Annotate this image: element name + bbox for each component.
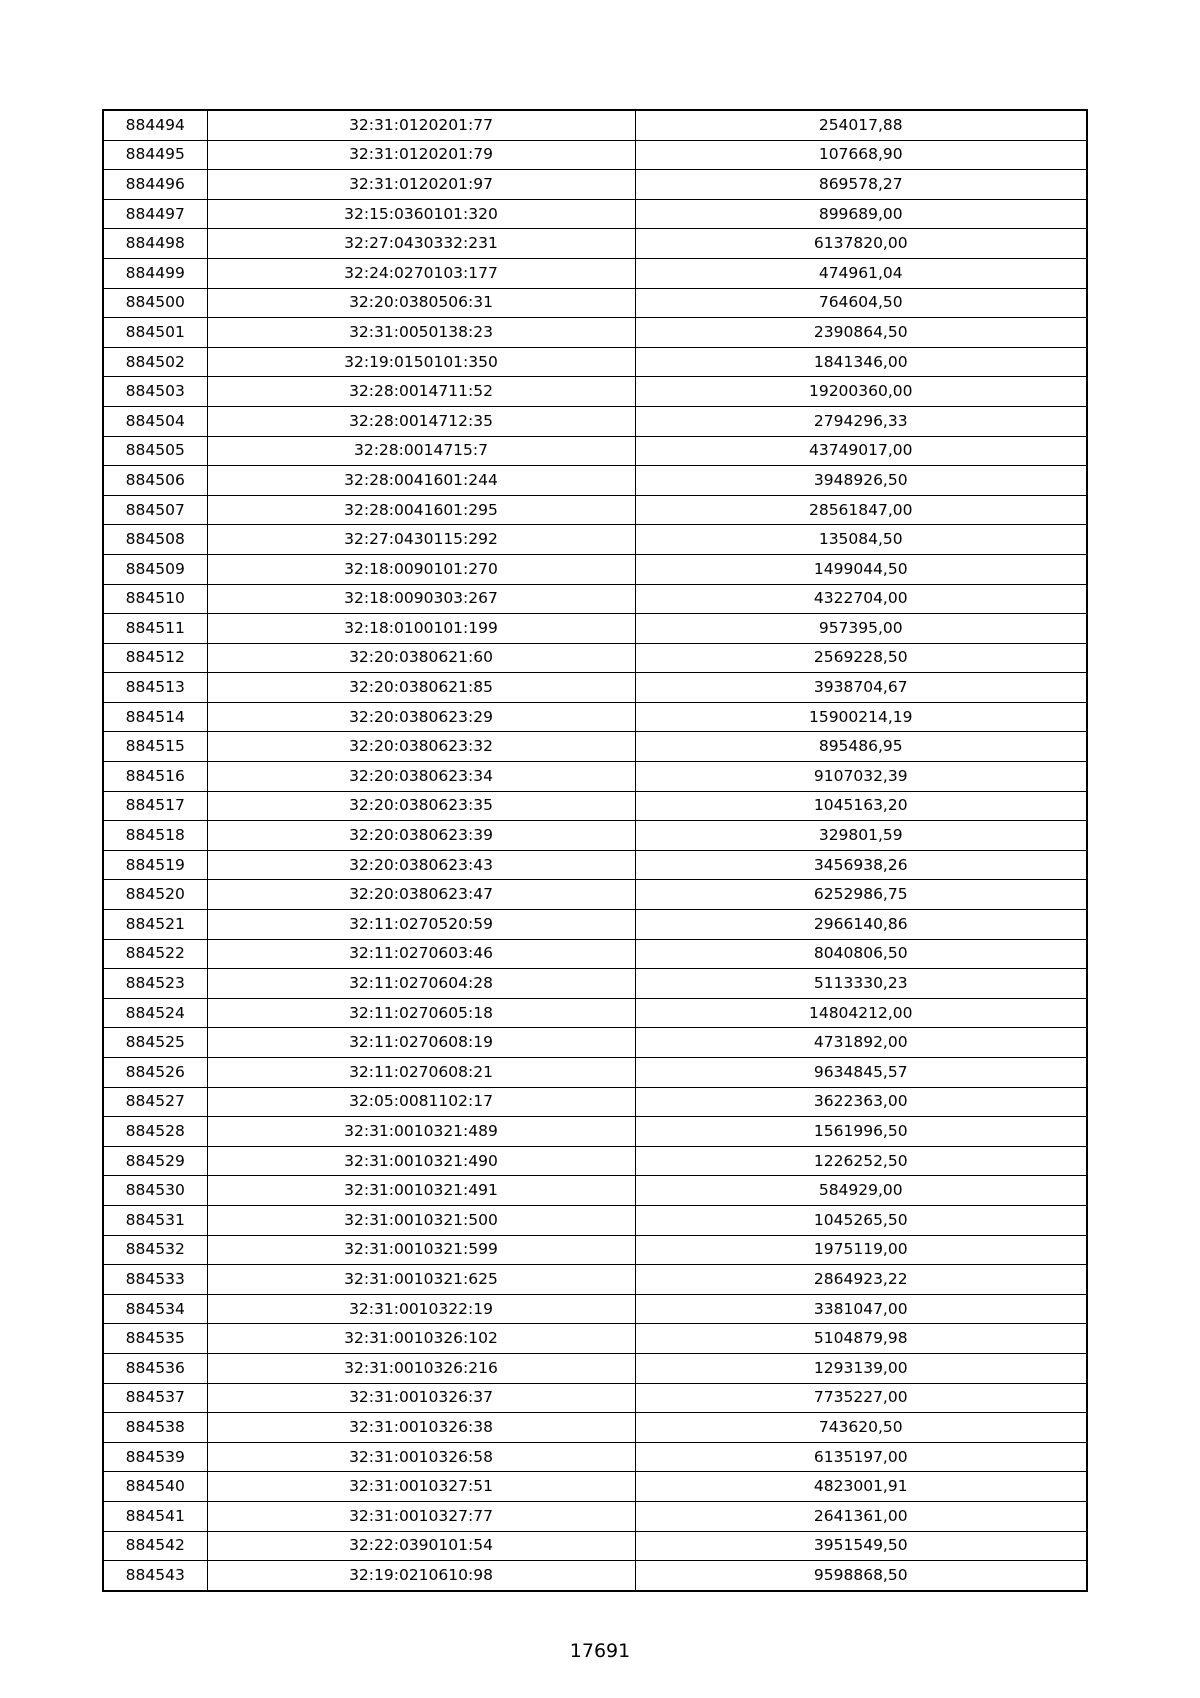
- cadastral-number-cell: 32:19:0150101:350: [207, 347, 635, 377]
- cadastral-number-cell: 32:20:0380621:85: [207, 673, 635, 703]
- cadastral-number-cell: 32:31:0010326:38: [207, 1413, 635, 1443]
- table-row: [103, 880, 1087, 910]
- row-id-cell: 884497: [103, 199, 207, 229]
- cadastral-number-cell: 32:31:0010321:490: [207, 1146, 635, 1176]
- cadastral-number-cell: 32:31:0120201:97: [207, 170, 635, 200]
- value-cell: 743620,50: [635, 1413, 1087, 1443]
- cadastral-number-cell: 32:28:0041601:295: [207, 495, 635, 525]
- value-cell: 15900214,19: [635, 702, 1087, 732]
- row-id-cell: 884510: [103, 584, 207, 614]
- row-id-cell: 884505: [103, 436, 207, 466]
- row-id-cell: 884523: [103, 969, 207, 999]
- table-row: [103, 998, 1087, 1028]
- table-row: [103, 1383, 1087, 1413]
- value-cell: 4322704,00: [635, 584, 1087, 614]
- row-id-cell: 884515: [103, 732, 207, 762]
- row-id-cell: 884511: [103, 614, 207, 644]
- cadastral-number-cell: 32:31:0010322:19: [207, 1294, 635, 1324]
- table-row: [103, 170, 1087, 200]
- table-row: [103, 1028, 1087, 1058]
- cadastral-number-cell: 32:11:0270605:18: [207, 998, 635, 1028]
- value-cell: 1499044,50: [635, 554, 1087, 584]
- row-id-cell: 884531: [103, 1205, 207, 1235]
- row-id-cell: 884534: [103, 1294, 207, 1324]
- cadastral-number-cell: 32:18:0090101:270: [207, 554, 635, 584]
- row-id-cell: 884536: [103, 1353, 207, 1383]
- cadastral-number-cell: 32:11:0270603:46: [207, 939, 635, 969]
- cadastral-number-cell: 32:27:0430332:231: [207, 229, 635, 259]
- cadastral-number-cell: 32:20:0380623:35: [207, 791, 635, 821]
- table-row: [103, 732, 1087, 762]
- value-cell: 869578,27: [635, 170, 1087, 200]
- cadastral-number-cell: 32:11:0270608:19: [207, 1028, 635, 1058]
- value-cell: 3948926,50: [635, 466, 1087, 496]
- value-cell: 19200360,00: [635, 377, 1087, 407]
- value-cell: 957395,00: [635, 614, 1087, 644]
- value-cell: 43749017,00: [635, 436, 1087, 466]
- cadastral-number-cell: 32:18:0090303:267: [207, 584, 635, 614]
- value-cell: 2390864,50: [635, 318, 1087, 348]
- row-id-cell: 884540: [103, 1472, 207, 1502]
- row-id-cell: 884495: [103, 140, 207, 170]
- table-row: [103, 436, 1087, 466]
- value-cell: 9598868,50: [635, 1561, 1087, 1591]
- cadastral-number-cell: 32:31:0010326:58: [207, 1442, 635, 1472]
- table-row: [103, 673, 1087, 703]
- value-cell: 764604,50: [635, 288, 1087, 318]
- value-cell: 584929,00: [635, 1176, 1087, 1206]
- row-id-cell: 884499: [103, 258, 207, 288]
- value-cell: 3456938,26: [635, 850, 1087, 880]
- cadastral-number-cell: 32:20:0380623:29: [207, 702, 635, 732]
- cadastral-number-cell: 32:18:0100101:199: [207, 614, 635, 644]
- cadastral-number-cell: 32:20:0380623:43: [207, 850, 635, 880]
- value-cell: 899689,00: [635, 199, 1087, 229]
- cadastral-number-cell: 32:11:0270608:21: [207, 1058, 635, 1088]
- cadastral-number-cell: 32:28:0014715:7: [207, 436, 635, 466]
- row-id-cell: 884527: [103, 1087, 207, 1117]
- cadastral-number-cell: 32:20:0380506:31: [207, 288, 635, 318]
- table-row: [103, 1353, 1087, 1383]
- table-row: [103, 318, 1087, 348]
- table-row: [103, 1265, 1087, 1295]
- value-cell: 2966140,86: [635, 910, 1087, 940]
- row-id-cell: 884524: [103, 998, 207, 1028]
- table-row: [103, 939, 1087, 969]
- table-row: [103, 850, 1087, 880]
- row-id-cell: 884538: [103, 1413, 207, 1443]
- row-id-cell: 884516: [103, 762, 207, 792]
- table-row: [103, 258, 1087, 288]
- value-cell: 1975119,00: [635, 1235, 1087, 1265]
- row-id-cell: 884508: [103, 525, 207, 555]
- table-row: [103, 643, 1087, 673]
- row-id-cell: 884543: [103, 1561, 207, 1591]
- row-id-cell: 884514: [103, 702, 207, 732]
- value-cell: 2794296,33: [635, 406, 1087, 436]
- value-cell: 2864923,22: [635, 1265, 1087, 1295]
- cadastral-number-cell: 32:22:0390101:54: [207, 1531, 635, 1561]
- table-row: [103, 1146, 1087, 1176]
- cadastral-number-cell: 32:31:0120201:77: [207, 110, 635, 140]
- table-row: [103, 762, 1087, 792]
- cadastral-number-cell: 32:19:0210610:98: [207, 1561, 635, 1591]
- table-row: [103, 347, 1087, 377]
- table-row: [103, 1472, 1087, 1502]
- table-row: [103, 1324, 1087, 1354]
- value-cell: 3381047,00: [635, 1294, 1087, 1324]
- table-row: [103, 969, 1087, 999]
- table-row: [103, 702, 1087, 732]
- row-id-cell: 884541: [103, 1501, 207, 1531]
- value-cell: 3951549,50: [635, 1531, 1087, 1561]
- cadastral-number-cell: 32:28:0014711:52: [207, 377, 635, 407]
- row-id-cell: 884530: [103, 1176, 207, 1206]
- table-row: [103, 910, 1087, 940]
- row-id-cell: 884532: [103, 1235, 207, 1265]
- cadastral-number-cell: 32:20:0380623:47: [207, 880, 635, 910]
- value-cell: 2569228,50: [635, 643, 1087, 673]
- page-number: 17691: [569, 1640, 631, 1662]
- table-row: [103, 525, 1087, 555]
- value-cell: 6137820,00: [635, 229, 1087, 259]
- table-row: [103, 1531, 1087, 1561]
- value-cell: 254017,88: [635, 110, 1087, 140]
- cadastral-number-cell: 32:31:0010327:77: [207, 1501, 635, 1531]
- table-row: [103, 140, 1087, 170]
- table-row: [103, 1442, 1087, 1472]
- value-cell: 9107032,39: [635, 762, 1087, 792]
- row-id-cell: 884500: [103, 288, 207, 318]
- row-id-cell: 884517: [103, 791, 207, 821]
- table-body: [103, 110, 1087, 1591]
- table-row: [103, 199, 1087, 229]
- row-id-cell: 884503: [103, 377, 207, 407]
- cadastral-number-cell: 32:31:0120201:79: [207, 140, 635, 170]
- table-row: [103, 1413, 1087, 1443]
- table-row: [103, 791, 1087, 821]
- row-id-cell: 884496: [103, 170, 207, 200]
- cadastral-number-cell: 32:31:0010321:599: [207, 1235, 635, 1265]
- cadastral-number-cell: 32:11:0270604:28: [207, 969, 635, 999]
- cadastral-number-cell: 32:20:0380623:32: [207, 732, 635, 762]
- row-id-cell: 884498: [103, 229, 207, 259]
- row-id-cell: 884521: [103, 910, 207, 940]
- value-cell: 2641361,00: [635, 1501, 1087, 1531]
- value-cell: 14804212,00: [635, 998, 1087, 1028]
- row-id-cell: 884512: [103, 643, 207, 673]
- table-row: [103, 584, 1087, 614]
- cadastral-number-cell: 32:20:0380621:60: [207, 643, 635, 673]
- table-row: [103, 466, 1087, 496]
- value-cell: 1561996,50: [635, 1117, 1087, 1147]
- cadastral-number-cell: 32:31:0010326:216: [207, 1353, 635, 1383]
- value-cell: 329801,59: [635, 821, 1087, 851]
- table-row: [103, 1176, 1087, 1206]
- cadastral-number-cell: 32:28:0041601:244: [207, 466, 635, 496]
- row-id-cell: 884526: [103, 1058, 207, 1088]
- table-row: [103, 110, 1087, 140]
- table-row: [103, 1058, 1087, 1088]
- cadastral-number-cell: 32:31:0010321:625: [207, 1265, 635, 1295]
- row-id-cell: 884533: [103, 1265, 207, 1295]
- table-row: [103, 1561, 1087, 1591]
- table-row: [103, 1501, 1087, 1531]
- row-id-cell: 884522: [103, 939, 207, 969]
- cadastral-number-cell: 32:31:0010321:500: [207, 1205, 635, 1235]
- table-row: [103, 821, 1087, 851]
- cadastral-number-cell: 32:20:0380623:39: [207, 821, 635, 851]
- row-id-cell: 884518: [103, 821, 207, 851]
- data-table: [102, 109, 1088, 1592]
- cadastral-number-cell: 32:31:0010321:491: [207, 1176, 635, 1206]
- row-id-cell: 884519: [103, 850, 207, 880]
- row-id-cell: 884506: [103, 466, 207, 496]
- row-id-cell: 884535: [103, 1324, 207, 1354]
- value-cell: 135084,50: [635, 525, 1087, 555]
- cadastral-number-cell: 32:27:0430115:292: [207, 525, 635, 555]
- value-cell: 1045163,20: [635, 791, 1087, 821]
- row-id-cell: 884509: [103, 554, 207, 584]
- cadastral-number-cell: 32:31:0010326:102: [207, 1324, 635, 1354]
- value-cell: 7735227,00: [635, 1383, 1087, 1413]
- table-row: [103, 1235, 1087, 1265]
- cadastral-number-cell: 32:24:0270103:177: [207, 258, 635, 288]
- value-cell: 1045265,50: [635, 1205, 1087, 1235]
- value-cell: 28561847,00: [635, 495, 1087, 525]
- value-cell: 1293139,00: [635, 1353, 1087, 1383]
- row-id-cell: 884529: [103, 1146, 207, 1176]
- value-cell: 895486,95: [635, 732, 1087, 762]
- value-cell: 107668,90: [635, 140, 1087, 170]
- table-row: [103, 1205, 1087, 1235]
- table-row: [103, 406, 1087, 436]
- value-cell: 6135197,00: [635, 1442, 1087, 1472]
- value-cell: 4823001,91: [635, 1472, 1087, 1502]
- cadastral-number-cell: 32:31:0010327:51: [207, 1472, 635, 1502]
- value-cell: 4731892,00: [635, 1028, 1087, 1058]
- value-cell: 474961,04: [635, 258, 1087, 288]
- row-id-cell: 884539: [103, 1442, 207, 1472]
- cadastral-number-cell: 32:31:0050138:23: [207, 318, 635, 348]
- row-id-cell: 884537: [103, 1383, 207, 1413]
- row-id-cell: 884513: [103, 673, 207, 703]
- table-row: [103, 554, 1087, 584]
- table-row: [103, 495, 1087, 525]
- row-id-cell: 884494: [103, 110, 207, 140]
- cadastral-number-cell: 32:11:0270520:59: [207, 910, 635, 940]
- cadastral-number-cell: 32:28:0014712:35: [207, 406, 635, 436]
- value-cell: 5113330,23: [635, 969, 1087, 999]
- row-id-cell: 884520: [103, 880, 207, 910]
- row-id-cell: 884502: [103, 347, 207, 377]
- table-row: [103, 1117, 1087, 1147]
- value-cell: 3622363,00: [635, 1087, 1087, 1117]
- cadastral-number-cell: 32:05:0081102:17: [207, 1087, 635, 1117]
- table-row: [103, 1087, 1087, 1117]
- cadastral-number-cell: 32:31:0010321:489: [207, 1117, 635, 1147]
- table-row: [103, 614, 1087, 644]
- cadastral-number-cell: 32:31:0010326:37: [207, 1383, 635, 1413]
- value-cell: 9634845,57: [635, 1058, 1087, 1088]
- cadastral-number-cell: 32:20:0380623:34: [207, 762, 635, 792]
- row-id-cell: 884528: [103, 1117, 207, 1147]
- value-cell: 8040806,50: [635, 939, 1087, 969]
- value-cell: 3938704,67: [635, 673, 1087, 703]
- table-row: [103, 288, 1087, 318]
- row-id-cell: 884542: [103, 1531, 207, 1561]
- value-cell: 1226252,50: [635, 1146, 1087, 1176]
- cadastral-number-cell: 32:15:0360101:320: [207, 199, 635, 229]
- row-id-cell: 884507: [103, 495, 207, 525]
- row-id-cell: 884525: [103, 1028, 207, 1058]
- row-id-cell: 884504: [103, 406, 207, 436]
- value-cell: 6252986,75: [635, 880, 1087, 910]
- table-row: [103, 377, 1087, 407]
- row-id-cell: 884501: [103, 318, 207, 348]
- table-row: [103, 1294, 1087, 1324]
- value-cell: 1841346,00: [635, 347, 1087, 377]
- value-cell: 5104879,98: [635, 1324, 1087, 1354]
- table-row: [103, 229, 1087, 259]
